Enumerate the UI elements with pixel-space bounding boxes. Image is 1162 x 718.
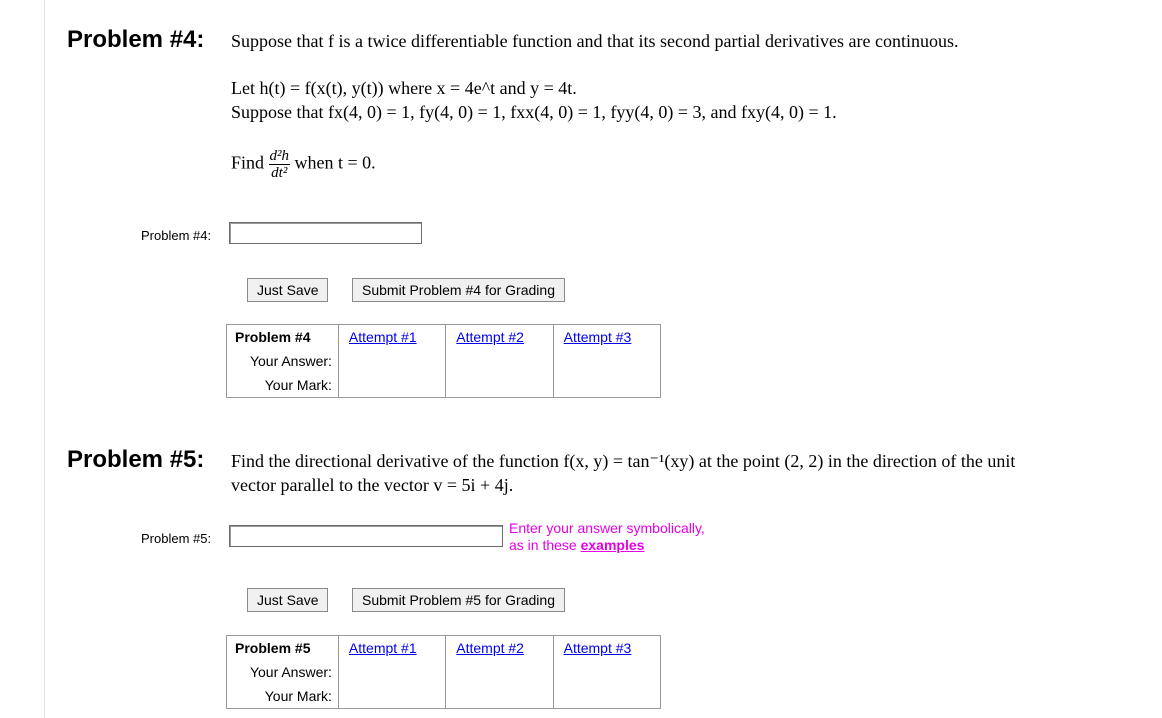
attempt-3-link[interactable]: Attempt #3: [553, 325, 660, 350]
attempt-1-link[interactable]: Attempt #1: [338, 325, 445, 350]
table-header: Problem #5: [235, 640, 311, 656]
problem-5-text-line1: Find the directional derivative of the function f(x, y) = tan⁻¹(xy) at the point (2, 2) in the direction of the unit: [231, 451, 1016, 471]
problem-5-text-line2: vector parallel to the vector v = 5i + 4j.: [231, 475, 514, 495]
attempt-1-link[interactable]: Attempt #1: [338, 636, 445, 661]
answer-cell-1: [338, 660, 445, 684]
mark-cell-2: [446, 684, 553, 709]
problem-4-just-save-button[interactable]: Just Save: [247, 278, 328, 302]
your-answer-label: Your Answer:: [249, 664, 332, 680]
answer-cell-2: [446, 660, 553, 684]
problem-5-attempts-table: [226, 635, 661, 709]
problem-5-submit-button[interactable]: Submit Problem #5 for Grading: [352, 588, 565, 612]
your-answer-label: Your Answer:: [249, 353, 332, 369]
problem-4-input-label: Problem #4:: [141, 228, 212, 243]
mark-cell-3: [553, 684, 660, 709]
problem-4-submit-button[interactable]: Submit Problem #4 for Grading: [352, 278, 565, 302]
problem-4-attempts-table: [226, 324, 661, 398]
hint-line-1: Enter your answer symbolically,: [509, 520, 705, 536]
mark-cell-1: [338, 373, 445, 398]
problem-4-heading: Problem #4:: [67, 26, 205, 53]
attempt-3-link[interactable]: Attempt #3: [553, 636, 660, 661]
symbolic-answer-hint: [509, 520, 705, 554]
mark-cell-1: [338, 684, 445, 709]
problem-4-line2: Suppose that fx(4, 0) = 1, fy(4, 0) = 1, fxx(4, 0) = 1, fyy(4, 0) = 3, and fxy(4, 0) = 1.: [231, 102, 837, 122]
fraction-numerator: d²h: [269, 148, 290, 164]
mark-cell-2: [446, 373, 553, 398]
problem-5-input-label: Problem #5:: [141, 531, 212, 546]
problem-5-just-save-button[interactable]: Just Save: [247, 588, 328, 612]
problem-4-find: [231, 148, 376, 181]
table-header: Problem #4: [235, 329, 311, 345]
attempt-2-link[interactable]: Attempt #2: [446, 325, 553, 350]
second-derivative-fraction: [269, 148, 291, 181]
page-border-line: [44, 0, 45, 718]
mark-cell-3: [553, 373, 660, 398]
your-mark-label: Your Mark:: [264, 688, 332, 704]
attempt-2-link[interactable]: Attempt #2: [446, 636, 553, 661]
problem-5-answer-input[interactable]: [229, 525, 503, 547]
find-word: Find: [231, 152, 265, 173]
problem-5-heading: Problem #5:: [67, 446, 205, 473]
answer-cell-1: [338, 349, 445, 373]
problem-4-line1: Let h(t) = f(x(t), y(t)) where x = 4e^t and y = 4t.: [231, 78, 577, 98]
problem-4-answer-input[interactable]: [229, 222, 422, 244]
your-mark-label: Your Mark:: [264, 377, 332, 393]
answer-cell-2: [446, 349, 553, 373]
fraction-denominator: dt²: [271, 165, 288, 181]
answer-cell-3: [553, 349, 660, 373]
find-tail: when t = 0.: [294, 152, 376, 173]
problem-4-intro: Suppose that f is a twice differentiable function and that its second partial derivatives are continuous.: [231, 31, 959, 51]
hint-line-2: as in these examples: [509, 537, 645, 553]
answer-cell-3: [553, 660, 660, 684]
examples-link[interactable]: examples: [580, 537, 645, 553]
